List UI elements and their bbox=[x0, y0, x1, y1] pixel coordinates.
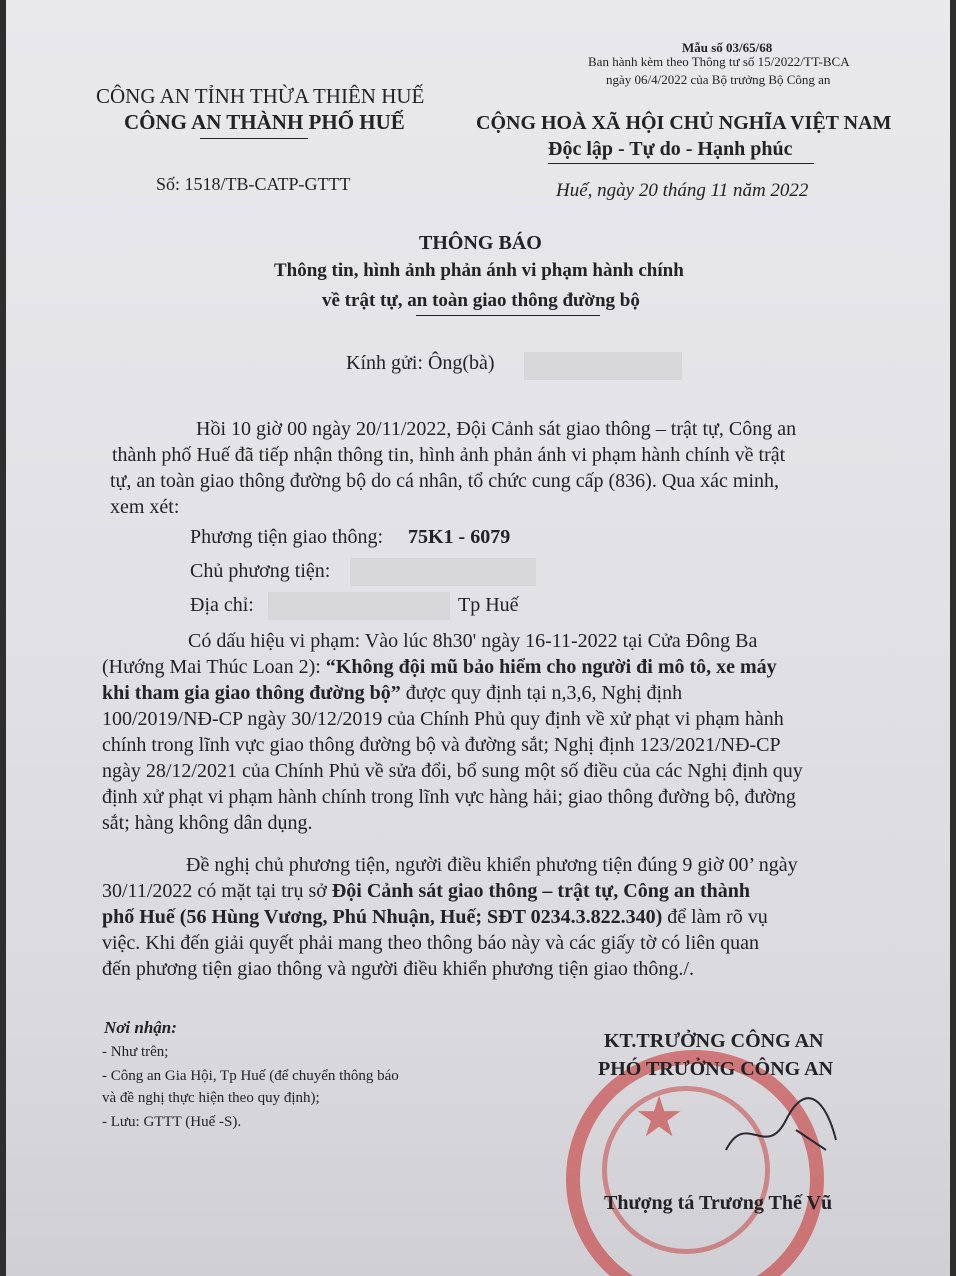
violation-regulation: được quy định tại n,3,6, Nghị định bbox=[400, 682, 683, 704]
signer-name: Thượng tá Trương Thế Vũ bbox=[604, 1192, 833, 1214]
violation-line-5: chính trong lĩnh vực giao thông đường bộ và đường sắt; Nghị định 123/2021/NĐ-CP bbox=[102, 734, 781, 756]
paragraph-1-line-2: thành phố Huế đã tiếp nhận thông tin, hình ảnh phản ánh vi phạm hành chính về trật bbox=[112, 444, 786, 466]
recipient-item-2: - Công an Gia Hội, Tp Huế (để chuyển thông báo bbox=[102, 1068, 399, 1084]
signature bbox=[706, 1090, 856, 1170]
agency-parent: CÔNG AN TỈNH THỪA THIÊN HUẾ bbox=[96, 84, 425, 108]
form-code: Mẫu số 03/65/68 bbox=[682, 40, 773, 55]
star-icon: ★ bbox=[634, 1085, 685, 1150]
violation-line-1: Có dấu hiệu vi phạm: Vào lúc 8h30' ngày 16-11-2022 tại Cửa Đông Ba bbox=[188, 630, 758, 652]
place-date: Huế, ngày 20 tháng 11 năm 2022 bbox=[556, 180, 809, 201]
signer-title-2: PHÓ TRƯỞNG CÔNG AN bbox=[598, 1058, 834, 1080]
salutation: Kính gửi: Ông(bà) bbox=[346, 352, 495, 374]
request-line-2 bbox=[102, 880, 750, 903]
request-office: Đội Cảnh sát giao thông – trật tự, Công an thành bbox=[331, 880, 750, 902]
form-issued-line1: Ban hành kèm theo Thông tư số 15/2022/TT-BCA bbox=[588, 54, 850, 69]
violation-line-7: định xử phạt vi phạm hành chính trong lĩnh vực hàng hải; giao thông đường bộ, đường bbox=[102, 786, 796, 808]
violation-line-2 bbox=[102, 656, 777, 679]
notice-subtitle-2: về trật tự, an toàn giao thông đường bộ bbox=[322, 290, 640, 311]
nation-motto: Độc lập - Tự do - Hạnh phúc bbox=[548, 138, 793, 160]
recipient-item-3: - Lưu: GTTT (Huế -S). bbox=[102, 1114, 242, 1130]
form-issued-line2: ngày 06/4/2022 của Bộ trưởng Bộ Công an bbox=[606, 72, 831, 87]
violation-title-part-1: “Không đội mũ bảo hiểm cho người đi mô tô, xe máy bbox=[325, 656, 777, 678]
signer-title-1: KT.TRƯỞNG CÔNG AN bbox=[604, 1030, 824, 1052]
subtitle-underline bbox=[416, 315, 600, 316]
document-page bbox=[6, 0, 950, 1276]
redacted-recipient bbox=[524, 352, 682, 380]
paragraph-1-line-1: Hồi 10 giờ 00 ngày 20/11/2022, Đội Cảnh sát giao thông – trật tự, Công an bbox=[196, 418, 797, 440]
request-date: 30/11/2022 có mặt tại trụ sở bbox=[102, 880, 332, 902]
motto-underline bbox=[548, 163, 814, 164]
redacted-owner bbox=[350, 558, 536, 586]
violation-line-3 bbox=[102, 682, 682, 705]
violation-location: (Hướng Mai Thúc Loan 2): bbox=[102, 656, 326, 678]
request-line-3 bbox=[102, 906, 768, 929]
paragraph-1-line-3: tự, an toàn giao thông đường bộ do cá nhân, tổ chức cung cấp (836). Qua xác minh, bbox=[110, 470, 780, 492]
owner-label: Chủ phương tiện: bbox=[190, 560, 331, 582]
request-purpose: để làm rõ vụ bbox=[662, 906, 768, 928]
vehicle-label: Phương tiện giao thông: bbox=[190, 526, 384, 548]
violation-title-part-2: khi tham gia giao thông đường bộ” bbox=[102, 682, 401, 704]
request-line-4: việc. Khi đến giải quyết phải mang theo thông báo này và các giấy tờ có liên quan bbox=[102, 932, 760, 954]
redacted-address bbox=[268, 592, 450, 620]
nation-title: CỘNG HOÀ XÃ HỘI CHỦ NGHĨA VIỆT NAM bbox=[476, 112, 892, 134]
agency-underline bbox=[200, 138, 308, 139]
request-line-5: đến phương tiện giao thông và người điều khiển phương tiện giao thông./. bbox=[102, 958, 694, 980]
recipient-item-2-cont: và đề nghị thực hiện theo quy định); bbox=[102, 1090, 320, 1106]
violation-line-8: sắt; hàng không dân dụng. bbox=[102, 812, 313, 834]
document-number: Số: 1518/TB-CATP-GTTT bbox=[156, 174, 351, 194]
request-line-1: Đề nghị chủ phương tiện, người điều khiển phương tiện đúng 9 giờ 00’ ngày bbox=[186, 854, 798, 876]
vehicle-plate: 75K1 - 6079 bbox=[408, 526, 511, 548]
violation-line-6: ngày 28/12/2021 của Chính Phủ về sửa đổi, bổ sung một số điều của các Nghị định quy bbox=[102, 760, 803, 782]
violation-line-4: 100/2019/NĐ-CP ngày 30/12/2019 của Chính Phủ quy định về xử phạt vi phạm hành bbox=[102, 708, 784, 730]
notice-heading: THÔNG BÁO bbox=[419, 232, 542, 254]
notice-subtitle-1: Thông tin, hình ảnh phản ánh vi phạm hành chính bbox=[274, 260, 684, 281]
recipient-item-1: - Như trên; bbox=[102, 1044, 169, 1060]
agency-name: CÔNG AN THÀNH PHỐ HUẾ bbox=[124, 110, 405, 134]
paragraph-1-line-4: xem xét: bbox=[110, 496, 180, 518]
address-city: Tp Huế bbox=[458, 594, 519, 616]
request-address: phố Huế (56 Hùng Vương, Phú Nhuận, Huế; SĐT 0234.3.822.340) bbox=[102, 906, 663, 928]
recipients-label: Nơi nhận: bbox=[104, 1018, 177, 1037]
address-label: Địa chỉ: bbox=[190, 594, 254, 616]
